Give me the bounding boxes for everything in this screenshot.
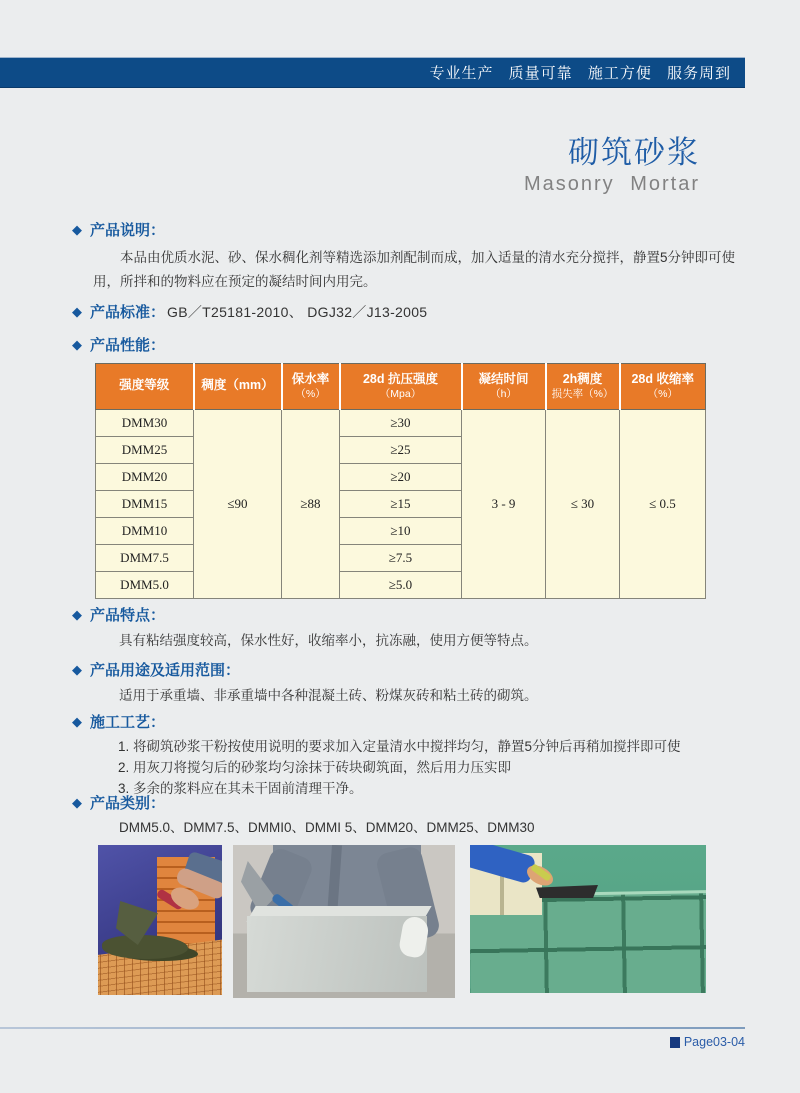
page-subtitle: Masonry Mortar <box>523 173 700 196</box>
top-slogan-bar <box>0 57 745 88</box>
section-heading: 产品说明： <box>90 222 166 239</box>
header-consistency: 稠度（mm） <box>194 364 282 410</box>
section-heading: 产品标准： <box>90 304 166 321</box>
consistency-cell: ≤90 <box>194 410 282 599</box>
grade-cell: DMM10 <box>96 518 194 545</box>
mortar-blob <box>102 935 188 959</box>
page-number <box>670 1035 745 1049</box>
section-standard <box>72 301 737 322</box>
page-number-label: Page03-04 <box>683 1035 745 1049</box>
shrinkage-cell: ≤ 0.5 <box>620 410 706 599</box>
strength-cell: ≥10 <box>340 518 462 545</box>
grade-cell: DMM7.5 <box>96 545 194 572</box>
water-retention-cell: ≥88 <box>282 410 340 599</box>
diamond-bullet-icon: ◆ <box>72 222 82 237</box>
section-description <box>72 219 737 240</box>
table-header-row <box>96 364 706 410</box>
process-step: 3. 多余的浆料应在其未干固前清理干净。 <box>118 781 363 796</box>
diamond-bullet-icon: ◆ <box>72 795 82 810</box>
green-block-wall-photo <box>470 845 706 993</box>
trowel-blade <box>536 885 598 898</box>
page-title: 砌筑砂浆 <box>568 135 700 170</box>
concrete-block-handling-photo <box>233 845 455 998</box>
section-heading: 产品性能： <box>90 337 166 354</box>
header-shrinkage: 28d 收缩率 （%） <box>620 364 706 410</box>
section-performance <box>72 334 737 355</box>
diamond-bullet-icon: ◆ <box>72 714 82 729</box>
section-heading: 施工工艺： <box>90 714 166 731</box>
strength-cell: ≥7.5 <box>340 545 462 572</box>
header-water-retention: 保水率 （%） <box>282 364 340 410</box>
section-features <box>72 604 737 625</box>
table-row <box>96 410 706 437</box>
grade-cell: DMM25 <box>96 437 194 464</box>
categories-body: DMM5.0、DMM7.5、DMMI0、DMMI 5、DMM20、DMM25、DMM30 <box>119 820 535 835</box>
diamond-bullet-icon: ◆ <box>72 662 82 677</box>
section-process <box>72 711 737 732</box>
diamond-bullet-icon: ◆ <box>72 607 82 622</box>
performance-table <box>95 363 706 599</box>
strength-cell: ≥20 <box>340 464 462 491</box>
slogan-text: 专业生产 质量可靠 施工方便 服务周到 <box>429 65 731 82</box>
process-step: 1. 将砌筑砂浆干粉按使用说明的要求加入定量清水中搅拌均匀，静置5分钟后再稍加搅拌即可使 <box>118 739 681 754</box>
features-body: 具有粘结强度较高，保水性好，收缩率小，抗冻融，使用方便等特点。 <box>119 633 538 648</box>
grade-cell: DMM30 <box>96 410 194 437</box>
process-steps <box>118 736 783 799</box>
footer-divider <box>0 1027 745 1029</box>
grade-cell: DMM15 <box>96 491 194 518</box>
description-body: 本品由优质水泥、砂、保水稠化剂等精选添加剂配制而成，加入适量的清水充分搅拌，静置5分钟即可使用，所拌和的物料应在预定的凝结时间内用完。 <box>93 250 736 289</box>
grade-cell: DMM20 <box>96 464 194 491</box>
strength-cell: ≥25 <box>340 437 462 464</box>
section-usage <box>72 659 737 680</box>
diamond-bullet-icon: ◆ <box>72 337 82 352</box>
page-marker-icon <box>670 1037 680 1048</box>
section-heading: 产品特点： <box>90 607 166 624</box>
grade-cell: DMM5.0 <box>96 572 194 599</box>
header-strength: 28d 抗压强度 （Mpa） <box>340 364 462 410</box>
diamond-bullet-icon: ◆ <box>72 304 82 319</box>
usage-body: 适用于承重墙、非承重墙中各种混凝土砖、粉煤灰砖和粘土砖的砌筑。 <box>119 688 538 703</box>
setting-time-cell: 3 - 9 <box>462 410 546 599</box>
section-heading: 产品类别： <box>90 795 166 812</box>
strength-cell: ≥30 <box>340 410 462 437</box>
brick-masonry-trowel-photo <box>98 845 222 995</box>
loss-rate-cell: ≤ 30 <box>546 410 620 599</box>
section-categories <box>72 792 737 813</box>
header-loss-rate: 2h稠度 损失率（%） <box>546 364 620 410</box>
section-heading: 产品用途及适用范围： <box>90 662 241 679</box>
header-grade: 强度等级 <box>96 364 194 410</box>
standard-value: GB／T25181-2010、 DGJ32／J13-2005 <box>167 304 428 320</box>
concrete-block <box>247 916 427 992</box>
page-title-block <box>524 136 700 196</box>
process-step: 2. 用灰刀将搅匀后的砂浆均匀涂抹于砖块砌筑面，然后用力压实即 <box>118 760 512 775</box>
strength-cell: ≥15 <box>340 491 462 518</box>
header-setting-time: 凝结时间 （h） <box>462 364 546 410</box>
strength-cell: ≥5.0 <box>340 572 462 599</box>
